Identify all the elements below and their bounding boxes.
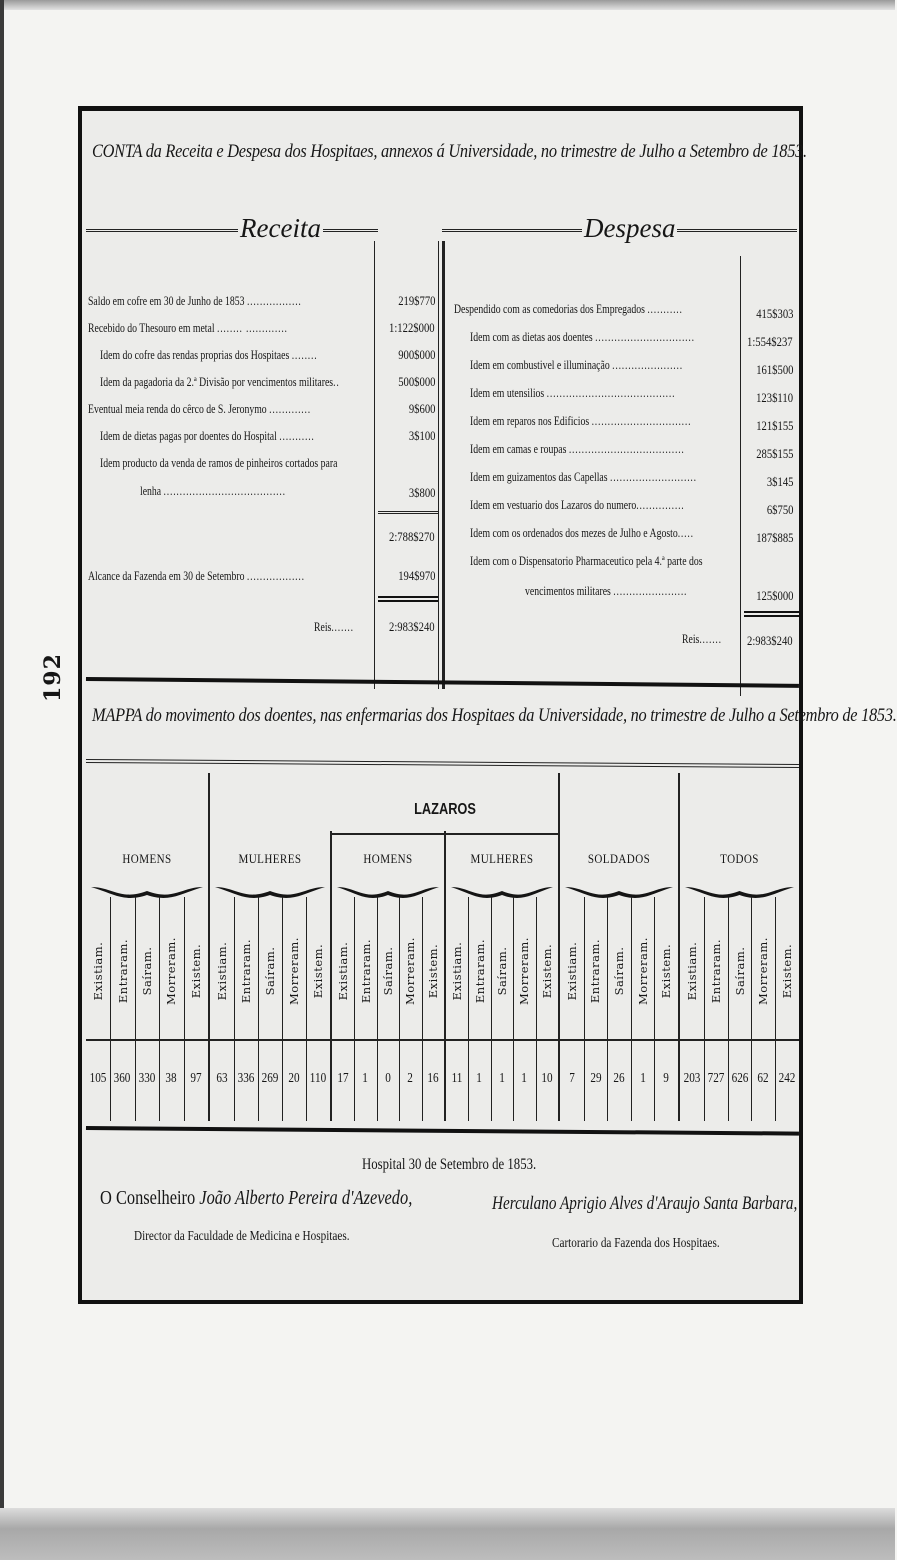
brace-ornament — [213, 883, 327, 905]
despesa-line: vencimentos militares ....................... — [525, 584, 688, 598]
receita-line: Saldo em cofre em 30 de Junho de 1853 ................. — [88, 294, 302, 308]
despesa-amount: 125$000 — [755, 588, 793, 603]
count-cell: 97 — [190, 1071, 202, 1086]
despesa-amount: 3$145 — [766, 474, 793, 489]
receita-amount: 219$770 — [397, 293, 435, 308]
column-label: Existiam. — [91, 941, 105, 1001]
despesa-line: Idem com o Dispensatorio Pharmaceutico pela 4.ª parte dos — [470, 554, 703, 568]
count-cell: 203 — [683, 1071, 701, 1086]
column-label: Existem. — [659, 943, 673, 999]
mappa-title: MAPPA do movimento dos doentes, nas enfermarias dos Hospitaes da Universidade, no trimestre de Julho a Setembro de 1853. — [92, 705, 897, 726]
receita-amount: 9$600 — [408, 401, 435, 416]
count-cell: 38 — [165, 1071, 177, 1086]
column-label: Saíram. — [381, 946, 395, 996]
column-label: Existem. — [189, 943, 203, 999]
column-label: Entraram. — [709, 938, 723, 1004]
receita-amount: 3$100 — [408, 428, 435, 443]
column-label: Morreram. — [517, 937, 531, 1005]
brace-ornament — [335, 883, 441, 905]
count-cell: 16 — [427, 1071, 439, 1086]
left-role: Director da Faculdade de Medicina e Hospitaes. — [134, 1229, 350, 1244]
despesa-line: Idem em reparos nos Edificios ............................... — [470, 414, 692, 428]
despesa-heading: Despesa — [584, 213, 676, 243]
count-cell: 1 — [640, 1071, 646, 1086]
despesa-line: Idem em combustivel e illuminação ...................... — [470, 358, 683, 372]
count-cell: 105 — [89, 1071, 107, 1086]
despesa-reis: Reis....... — [682, 632, 722, 646]
count-cell: 2 — [407, 1071, 413, 1086]
receita-amount: 900$000 — [397, 347, 435, 362]
column-label: Saíram. — [263, 946, 277, 996]
despesa-line: Idem em vestuario dos Lazaros do numero............... — [470, 498, 685, 512]
group-label: TODOS — [720, 851, 759, 866]
despesa-amount: 161$500 — [755, 362, 793, 377]
brace-ornament — [89, 883, 205, 905]
receita-amount: 3$800 — [408, 485, 435, 500]
receita-line: Recebido do Thesouro em metal ........ ............. — [88, 321, 288, 335]
count-cell: 29 — [590, 1071, 602, 1086]
document-table — [78, 106, 897, 1304]
count-cell: 11 — [451, 1071, 463, 1086]
column-label: Existiam. — [450, 941, 464, 1001]
despesa-amount: 1:554$237 — [747, 334, 793, 349]
receita-line: Idem da pagadoria da 2.ª Divisão por vencimentos militares.. — [100, 375, 340, 389]
column-label: Existiam. — [685, 941, 699, 1001]
column-label: Existem. — [780, 943, 794, 999]
right-role: Cartorario da Fazenda dos Hospitaes. — [552, 1236, 720, 1251]
despesa-amount: 285$155 — [755, 446, 793, 461]
column-label: Entraram. — [239, 938, 253, 1004]
count-cell: 269 — [261, 1071, 279, 1086]
page-left-edge — [0, 0, 4, 1560]
receita-amount: 500$000 — [397, 374, 435, 389]
brace-ornament — [683, 883, 796, 905]
count-cell: 7 — [569, 1071, 575, 1086]
group-label: MULHERES — [470, 851, 534, 866]
column-label: Entraram. — [116, 938, 130, 1004]
column-label: Existem. — [426, 943, 440, 999]
page-number: 192 — [40, 653, 66, 702]
despesa-line: Idem com os ordenados dos mezes de Julho e Agosto..... — [470, 526, 694, 540]
count-cell: 1 — [499, 1071, 505, 1086]
count-cell: 626 — [731, 1071, 749, 1086]
count-cell: 110 — [309, 1071, 327, 1086]
receita-heading: Receita — [240, 213, 321, 243]
brace-ornament — [449, 883, 555, 905]
count-cell: 1 — [362, 1071, 368, 1086]
despesa-line: Idem em guizamentos das Capellas ........................... — [470, 470, 697, 484]
page-top-edge — [0, 0, 895, 10]
count-cell: 330 — [138, 1071, 156, 1086]
column-label: Entraram. — [588, 938, 602, 1004]
count-cell: 20 — [288, 1071, 300, 1086]
column-label: Entraram. — [473, 938, 487, 1004]
column-label: Saíram. — [140, 946, 154, 996]
count-cell: 336 — [237, 1071, 255, 1086]
despesa-amount: 123$110 — [756, 390, 793, 405]
group-label: HOMENS — [122, 851, 172, 866]
receita-line: Eventual meia renda do cêrco de S. Jeronymo ............. — [88, 402, 311, 416]
brace-ornament — [563, 883, 675, 905]
count-cell: 62 — [757, 1071, 769, 1086]
column-label: Existiam. — [565, 941, 579, 1001]
receita-amount: 1:122$000 — [389, 320, 435, 335]
alcance-amount: 194$970 — [397, 568, 435, 583]
receita-line: Idem de dietas pagas por doentes do Hospital ........... — [100, 429, 315, 443]
despesa-line: Idem em utensilios ........................................ — [470, 386, 676, 400]
place-date: Hospital 30 de Setembro de 1853. — [362, 1156, 537, 1173]
despesa-line: Idem em camas e roupas .................................... — [470, 442, 685, 456]
column-label: Existiam. — [336, 941, 350, 1001]
count-cell: 1 — [521, 1071, 527, 1086]
column-label: Saíram. — [612, 946, 626, 996]
despesa-amount: 415$303 — [755, 306, 793, 321]
receita-line: Idem producto da venda de ramos de pinheiros cortados para — [100, 456, 338, 470]
right-signatory: Herculano Aprigio Alves d'Araujo Santa Barbara, — [492, 1193, 798, 1214]
receita-total: 2:983$240 — [389, 619, 435, 634]
despesa-amount: 187$885 — [755, 530, 793, 545]
column-label: Morreram. — [636, 937, 650, 1005]
group-label: HOMENS — [363, 851, 413, 866]
receita-subtotal: 2:788$270 — [389, 529, 435, 544]
count-cell: 9 — [663, 1071, 669, 1086]
count-cell: 242 — [778, 1071, 796, 1086]
count-cell: 10 — [541, 1071, 553, 1086]
column-label: Morreram. — [164, 937, 178, 1005]
despesa-total: 2:983$240 — [747, 633, 793, 648]
lazaros-label: LAZAROS — [414, 801, 476, 818]
count-cell: 26 — [613, 1071, 625, 1086]
count-cell: 1 — [476, 1071, 482, 1086]
column-label: Entraram. — [359, 938, 373, 1004]
alcance-line: Alcance da Fazenda em 30 de Setembro .................. — [88, 569, 305, 583]
receita-reis: Reis....... — [314, 620, 354, 634]
count-cell: 727 — [707, 1071, 725, 1086]
despesa-line: Despendido com as comedorias dos Empregados ........... — [454, 302, 683, 316]
despesa-amount: 6$750 — [766, 502, 793, 517]
count-cell: 0 — [385, 1071, 391, 1086]
page-bottom-edge — [0, 1508, 895, 1560]
column-label: Existiam. — [215, 941, 229, 1001]
count-cell: 63 — [216, 1071, 228, 1086]
column-label: Existem. — [540, 943, 554, 999]
group-label: SOLDADOS — [587, 851, 651, 866]
despesa-amount: 121$155 — [755, 418, 793, 433]
count-cell: 360 — [113, 1071, 131, 1086]
column-label: Saíram. — [733, 946, 747, 996]
column-label: Morreram. — [287, 937, 301, 1005]
conta-title: CONTA da Receita e Despesa dos Hospitaes, annexos á Universidade, no trimestre de Julho a Setembro de 1853. — [92, 141, 807, 162]
left-signatory: O Conselheiro João Alberto Pereira d'Azevedo, — [100, 1187, 413, 1209]
column-label: Saíram. — [495, 946, 509, 996]
count-cell: 17 — [337, 1071, 349, 1086]
receita-line: lenha ...................................... — [140, 484, 286, 498]
column-label: Existem. — [311, 943, 325, 999]
column-label: Morreram. — [756, 937, 770, 1005]
despesa-line: Idem com as dietas aos doentes ............................... — [470, 330, 695, 344]
receita-line: Idem do cofre das rendas proprias dos Hospitaes ........ — [100, 348, 318, 362]
group-label: MULHERES — [238, 851, 302, 866]
column-label: Morreram. — [403, 937, 417, 1005]
